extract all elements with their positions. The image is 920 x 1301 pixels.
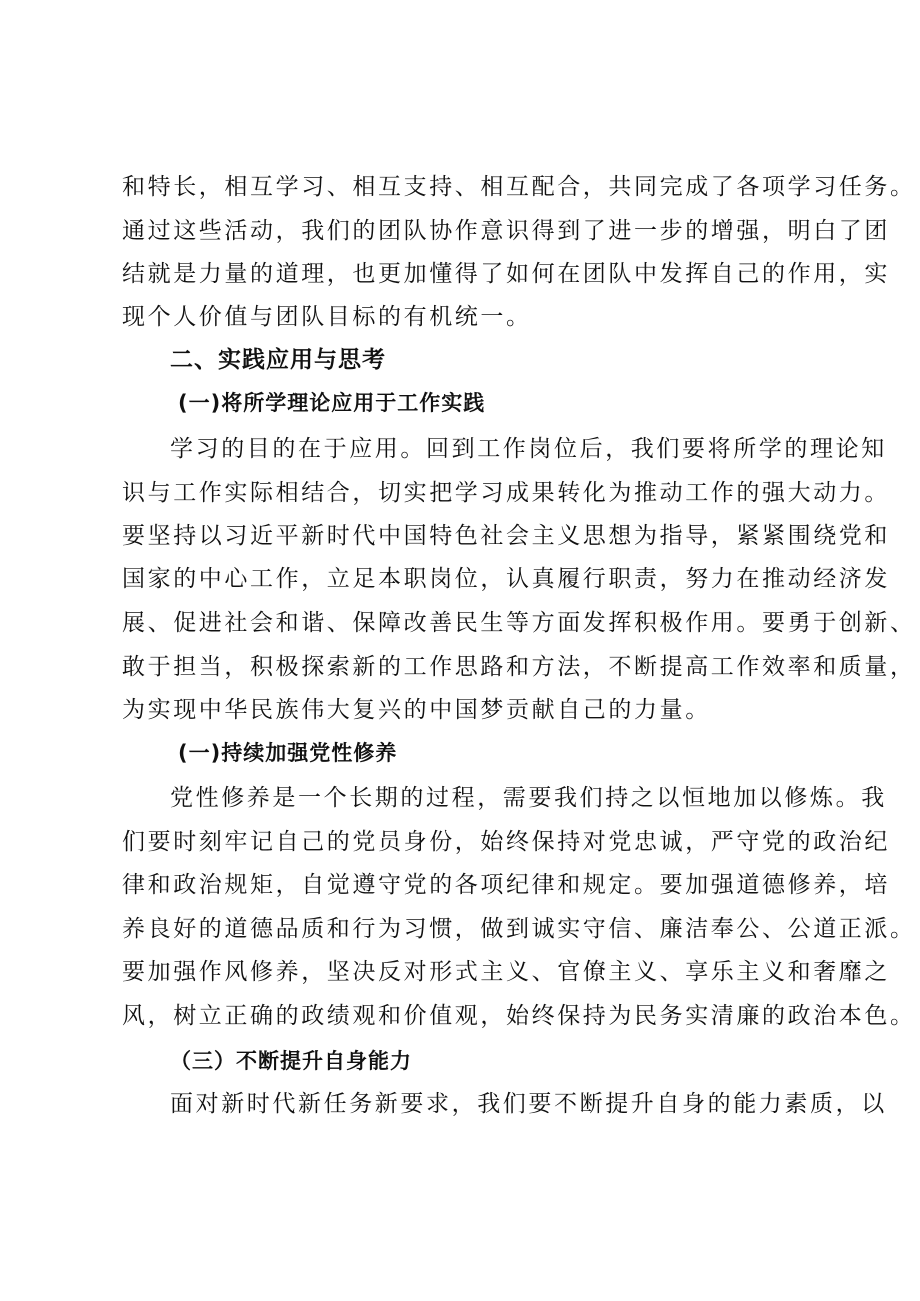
body-text-line: 养良好的道德品质和行为习惯，做到诚实守信、廉洁奉公、公道正派。	[122, 916, 916, 942]
body-text-line: 面对新时代新任务新要求，我们要不断提升自身的能力素质，以	[170, 1091, 887, 1117]
body-text-line: 通过这些活动，我们的团队协作意识得到了进一步的增强，明白了团	[122, 218, 890, 244]
section-heading: 二、实践应用与思考	[170, 347, 386, 373]
body-text-line: 党性修养是一个长期的过程，需要我们持之以恒地加以修炼。我	[170, 785, 887, 811]
subsection-heading: (一)持续加强党性修养	[178, 741, 398, 765]
body-text-line: 识与工作实际相结合，切实把学习成果转化为推动工作的强大动力。	[122, 480, 890, 506]
body-text-line: 风，树立正确的政绩观和价值观，始终保持为民务实清廉的政治本色。	[122, 1003, 916, 1029]
body-text-line: 敢于担当，积极探索新的工作思路和方法，不断提高工作效率和质量，	[122, 654, 916, 680]
body-text-line: 国家的中心工作，立足本职岗位，认真履行职责，努力在推动经济发	[122, 566, 890, 592]
body-text-line: 要坚持以习近平新时代中国特色社会主义思想为指导，紧紧围绕党和	[122, 523, 890, 549]
body-text-line: 学习的目的在于应用。回到工作岗位后，我们要将所学的理论知	[170, 436, 887, 462]
subsection-heading: （三）不断提升自身能力	[170, 1049, 412, 1073]
body-text-line: 们要时刻牢记自己的党员身份，始终保持对党忠诚，严守党的政治纪	[122, 829, 890, 855]
body-text-line: 为实现中华民族伟大复兴的中国梦贡献自己的力量。	[122, 697, 711, 723]
body-text-line: 现个人价值与团队目标的有机统一。	[122, 304, 532, 330]
body-text-line: 展、促进社会和谐、保障改善民生等方面发挥积极作用。要勇于创新、	[122, 610, 916, 636]
body-text-line: 要加强作风修养，坚决反对形式主义、官僚主义、享乐主义和奢靡之	[122, 959, 890, 985]
body-text-line: 结就是力量的道理，也更加懂得了如何在团队中发挥自己的作用，实	[122, 261, 890, 287]
body-text-line: 律和政治规矩，自觉遵守党的各项纪律和规定。要加强道德修养，培	[122, 872, 890, 898]
body-text-line: 和特长，相互学习、相互支持、相互配合，共同完成了各项学习任务。	[122, 174, 916, 200]
subsection-heading: (一)将所学理论应用于工作实践	[178, 391, 486, 415]
